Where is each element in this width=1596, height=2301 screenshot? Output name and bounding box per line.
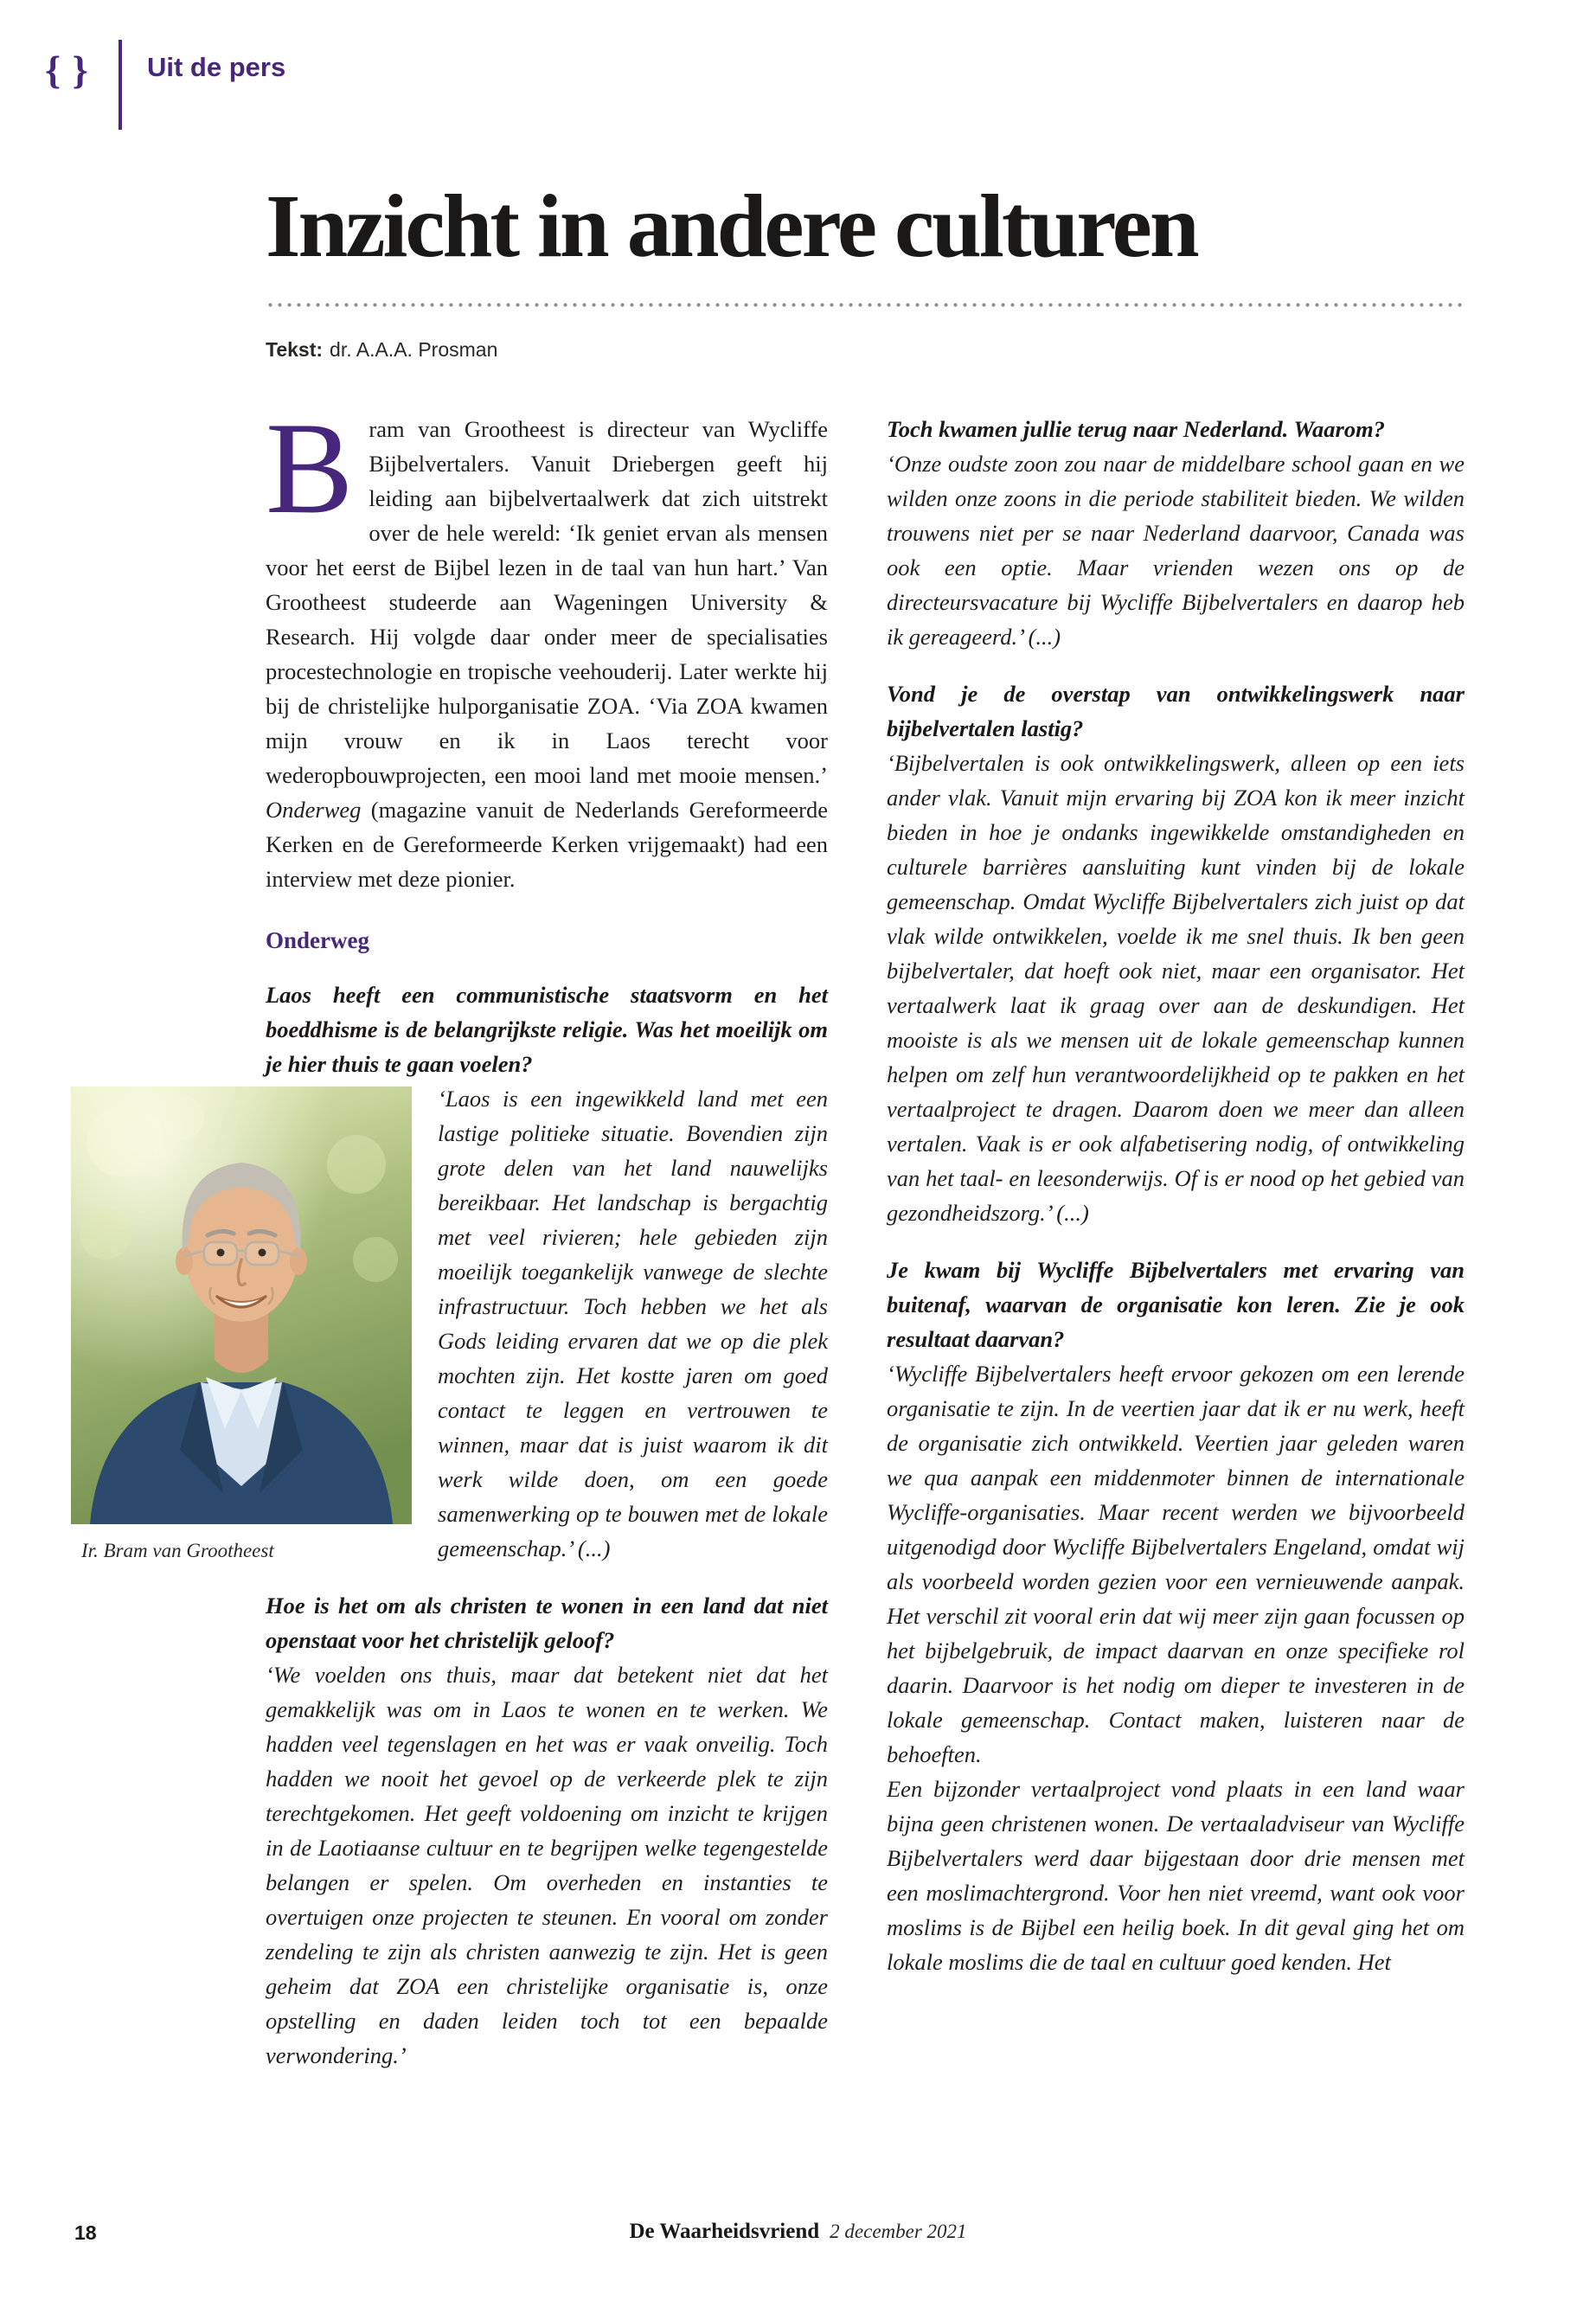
magazine-name-emphasis: Onderweg <box>266 797 362 824</box>
left-column <box>81 395 828 2073</box>
answer-laos-block <box>81 1081 828 1566</box>
section-label: Uit de pers <box>147 52 286 82</box>
intro-paragraph <box>266 395 828 896</box>
article-title: Inzicht in andere culturen <box>266 176 1197 276</box>
dropcap: B <box>266 395 354 542</box>
question-terug-nederland: Toch kwamen jullie terug naar Nederland. Waarom? <box>887 416 1385 443</box>
question-ervaring-buitenaf: Je kwam bij Wycliffe Bijbelvertalers met ervaring van buitenaf, waarvan de organisatie kon leren. Zie je ook resultaat daarvan? <box>887 1257 1465 1353</box>
footer-center <box>629 2220 966 2244</box>
photo-caption: Ir. Bram van Grootheest <box>81 1540 274 1562</box>
question-overstap: Vond je de overstap van ontwikkelingswerk naar bijbelvertalen lastig? <box>887 681 1465 742</box>
portrait-photo <box>71 1086 412 1524</box>
article <box>81 176 1465 2073</box>
header-divider <box>119 40 122 130</box>
answer-terug-nederland: ‘Onze oudste zoon zou naar de middelbare school gaan en we wilden onze zoons in die periode stabiliteit bieden. We wilden trouwens niet per se naar Nederland daarvoor, Canada was ook een optie. Maar vrienden wezen ons op de directeursvacature bij Wycliffe Bijbelvertalers en daarop heb ik gereageerd.’ (...) <box>887 451 1465 651</box>
answer-laos: ‘Laos is een ingewikkeld land met een lastige politieke situatie. Bovendien zijn grote delen van het land nauwelijks bereikbaar. Het landschap is bergachtig met veel rivieren; hele gebieden zijn moeilijk toegankelijk vanwege de slechte infrastructuur. Toch hebben we het als Gods leiding ervaren dat we op die plek mochten zijn. Het kostte jaren om goed contact te leggen en vertrouwen te winnen, maar dat is juist waarom ik dit werk wilde doen, om een goede samenwerking op te bouwen met de lokale gemeenschap.’ (...) <box>438 1086 828 1562</box>
section-kicker: Onderweg <box>266 927 369 954</box>
intro-text: ram van Grootheest is directeur van Wycliffe Bijbelvertalers. Vanuit Driebergen geeft hij leiding aan bijbelvertaalwerk dat zich uitstrekt over de hele wereld: ‘Ik geniet ervan als mensen voor het eerst de Bijbel lezen in de taal van hun hart.’ Van Grootheest studeerde aan Wageningen University & Research. Hij volgde daar onder meer de specialisaties procestechnologie en tropische veehouderij. Later werkte hij bij de christelijke hulporganisatie ZOA. ‘Via ZOA kwamen mijn vrouw en ik in Laos terecht voor wederopbouwprojecten, een mooi land met mooie mensen.’ <box>266 416 828 789</box>
portrait-illustration <box>71 1086 412 1524</box>
brace-logo-icon: { } <box>45 48 89 92</box>
right-column <box>887 412 1465 2073</box>
answer-christen-wonen: ‘We voelden ons thuis, maar dat betekent niet dat het gemakkelijk was om in Laos te wonen en te werken. We hadden veel tegenslagen en het was er vaak onveilig. Toch hadden we nooit het gevoel op de verkeerde plek te zijn terechtgekomen. Het geeft voldoening om inzicht te krijgen in de Laotiaanse cultuur en te begrijpen welke tegengestelde belangen er spelen. Om overheden en instanties te overtuigen onze projecten te steunen. En vooral om zonder zendeling te zijn als christen aanwezig te zijn. Het is geen geheim dat ZOA een christelijke organisatie is, onze opstelling en daden leiden toch tot een bepaalde verwondering.’ <box>266 1662 828 2069</box>
issue-date: 2 december 2021 <box>830 2221 967 2242</box>
intro-text-continued: (magazine vanuit de Nederlands Gereformeerde Kerken en de Gereformeerde Kerken vrijgemaakt) had een interview met deze pionier. <box>266 797 828 893</box>
page-header <box>45 35 478 138</box>
byline <box>266 338 1465 362</box>
answer-overstap: ‘Bijbelvertalen is ook ontwikkelingswerk, alleen op een iets ander vlak. Vanuit mijn ervaring bij ZOA kon ik meer inzicht bieden in hoe je ondanks ingewikkelde omstandigheden en culturele barrières aansluiting kunt vinden bij de lokale gemeenschap. Omdat Wycliffe Bijbelvertalers zich juist op dat vlak wilde ontwikkelen, voelde ik me snel thuis. Ik ben geen bijbelvertaler, dat hoeft ook niet, maar een organisator. Het vertaalwerk laat ik graag over aan de deskundigen. Het mooiste is als we mensen uit de lokale gemeenschap kunnen helpen om zelf hun verantwoordelijkheid op te pakken en het vertaalproject te dragen. Daarom doen we meer dan alleen vertalen. Vaak is er ook alfabetisering nodig, of ontwikkeling van het taal- en leesonderwijs. Of is er nood op het gebied van gezondheidszorg.’ (...) <box>887 750 1465 1227</box>
portrait-figure <box>71 1086 412 1564</box>
question-christen-wonen: Hoe is het om als christen te wonen in een land dat niet openstaat voor het christelijk geloof? <box>266 1593 828 1654</box>
answer-ervaring-buitenaf: ‘Wycliffe Bijbelvertalers heeft ervoor gekozen om een lerende organisatie te zijn. In de veertien jaar dat ik er nu werk, heeft de organisatie zich ontwikkeld. Veertien jaar geleden waren we qua aanpak een middenmoter binnen de internationale Wycliffe-organisaties. Maar recent werden we bijvoorbeeld uitgenodigd door Wycliffe Bijbelvertalers Engeland, omdat wij als voorbeeld worden gezien voor een vernieuwende aanpak. Het verschil zit vooral erin dat wij meer zijn gaan focussen op het bijbelgebruik, de impact daarvan en onze specifieke rol daarin. Daarvoor is het nodig om dieper te investeren in de lokale gemeenschap. Contact maken, luisteren naar de behoeften. <box>887 1361 1465 1768</box>
page-footer <box>0 2220 1596 2254</box>
answer-ervaring-buitenaf-vervolg: Een bijzonder vertaalproject vond plaats in een land waar bijna geen christenen wonen. De vertaaladviseur van Wycliffe Bijbelvertalers werd daar bijgestaan door drie mensen met een moslimachtergrond. Voor hen niet vreemd, want ook voor moslims is de Bijbel een heilig boek. In dit geval ging het om lokale moslims die de taal en cultuur goed kenden. Het <box>887 1776 1465 1976</box>
dotted-divider <box>266 303 1465 307</box>
question-laos: Laos heeft een communistische staatsvorm en het boeddhisme is de belangrijkste religie. Was het moeilijk om je hier thuis te gaan voelen? <box>266 982 828 1078</box>
byline-author: dr. A.A.A. Prosman <box>330 338 498 362</box>
page-number: 18 <box>74 2221 97 2244</box>
magazine-title: De Waarheidsvriend <box>629 2220 820 2243</box>
article-columns <box>81 395 1465 2073</box>
byline-label: Tekst: <box>266 338 324 362</box>
